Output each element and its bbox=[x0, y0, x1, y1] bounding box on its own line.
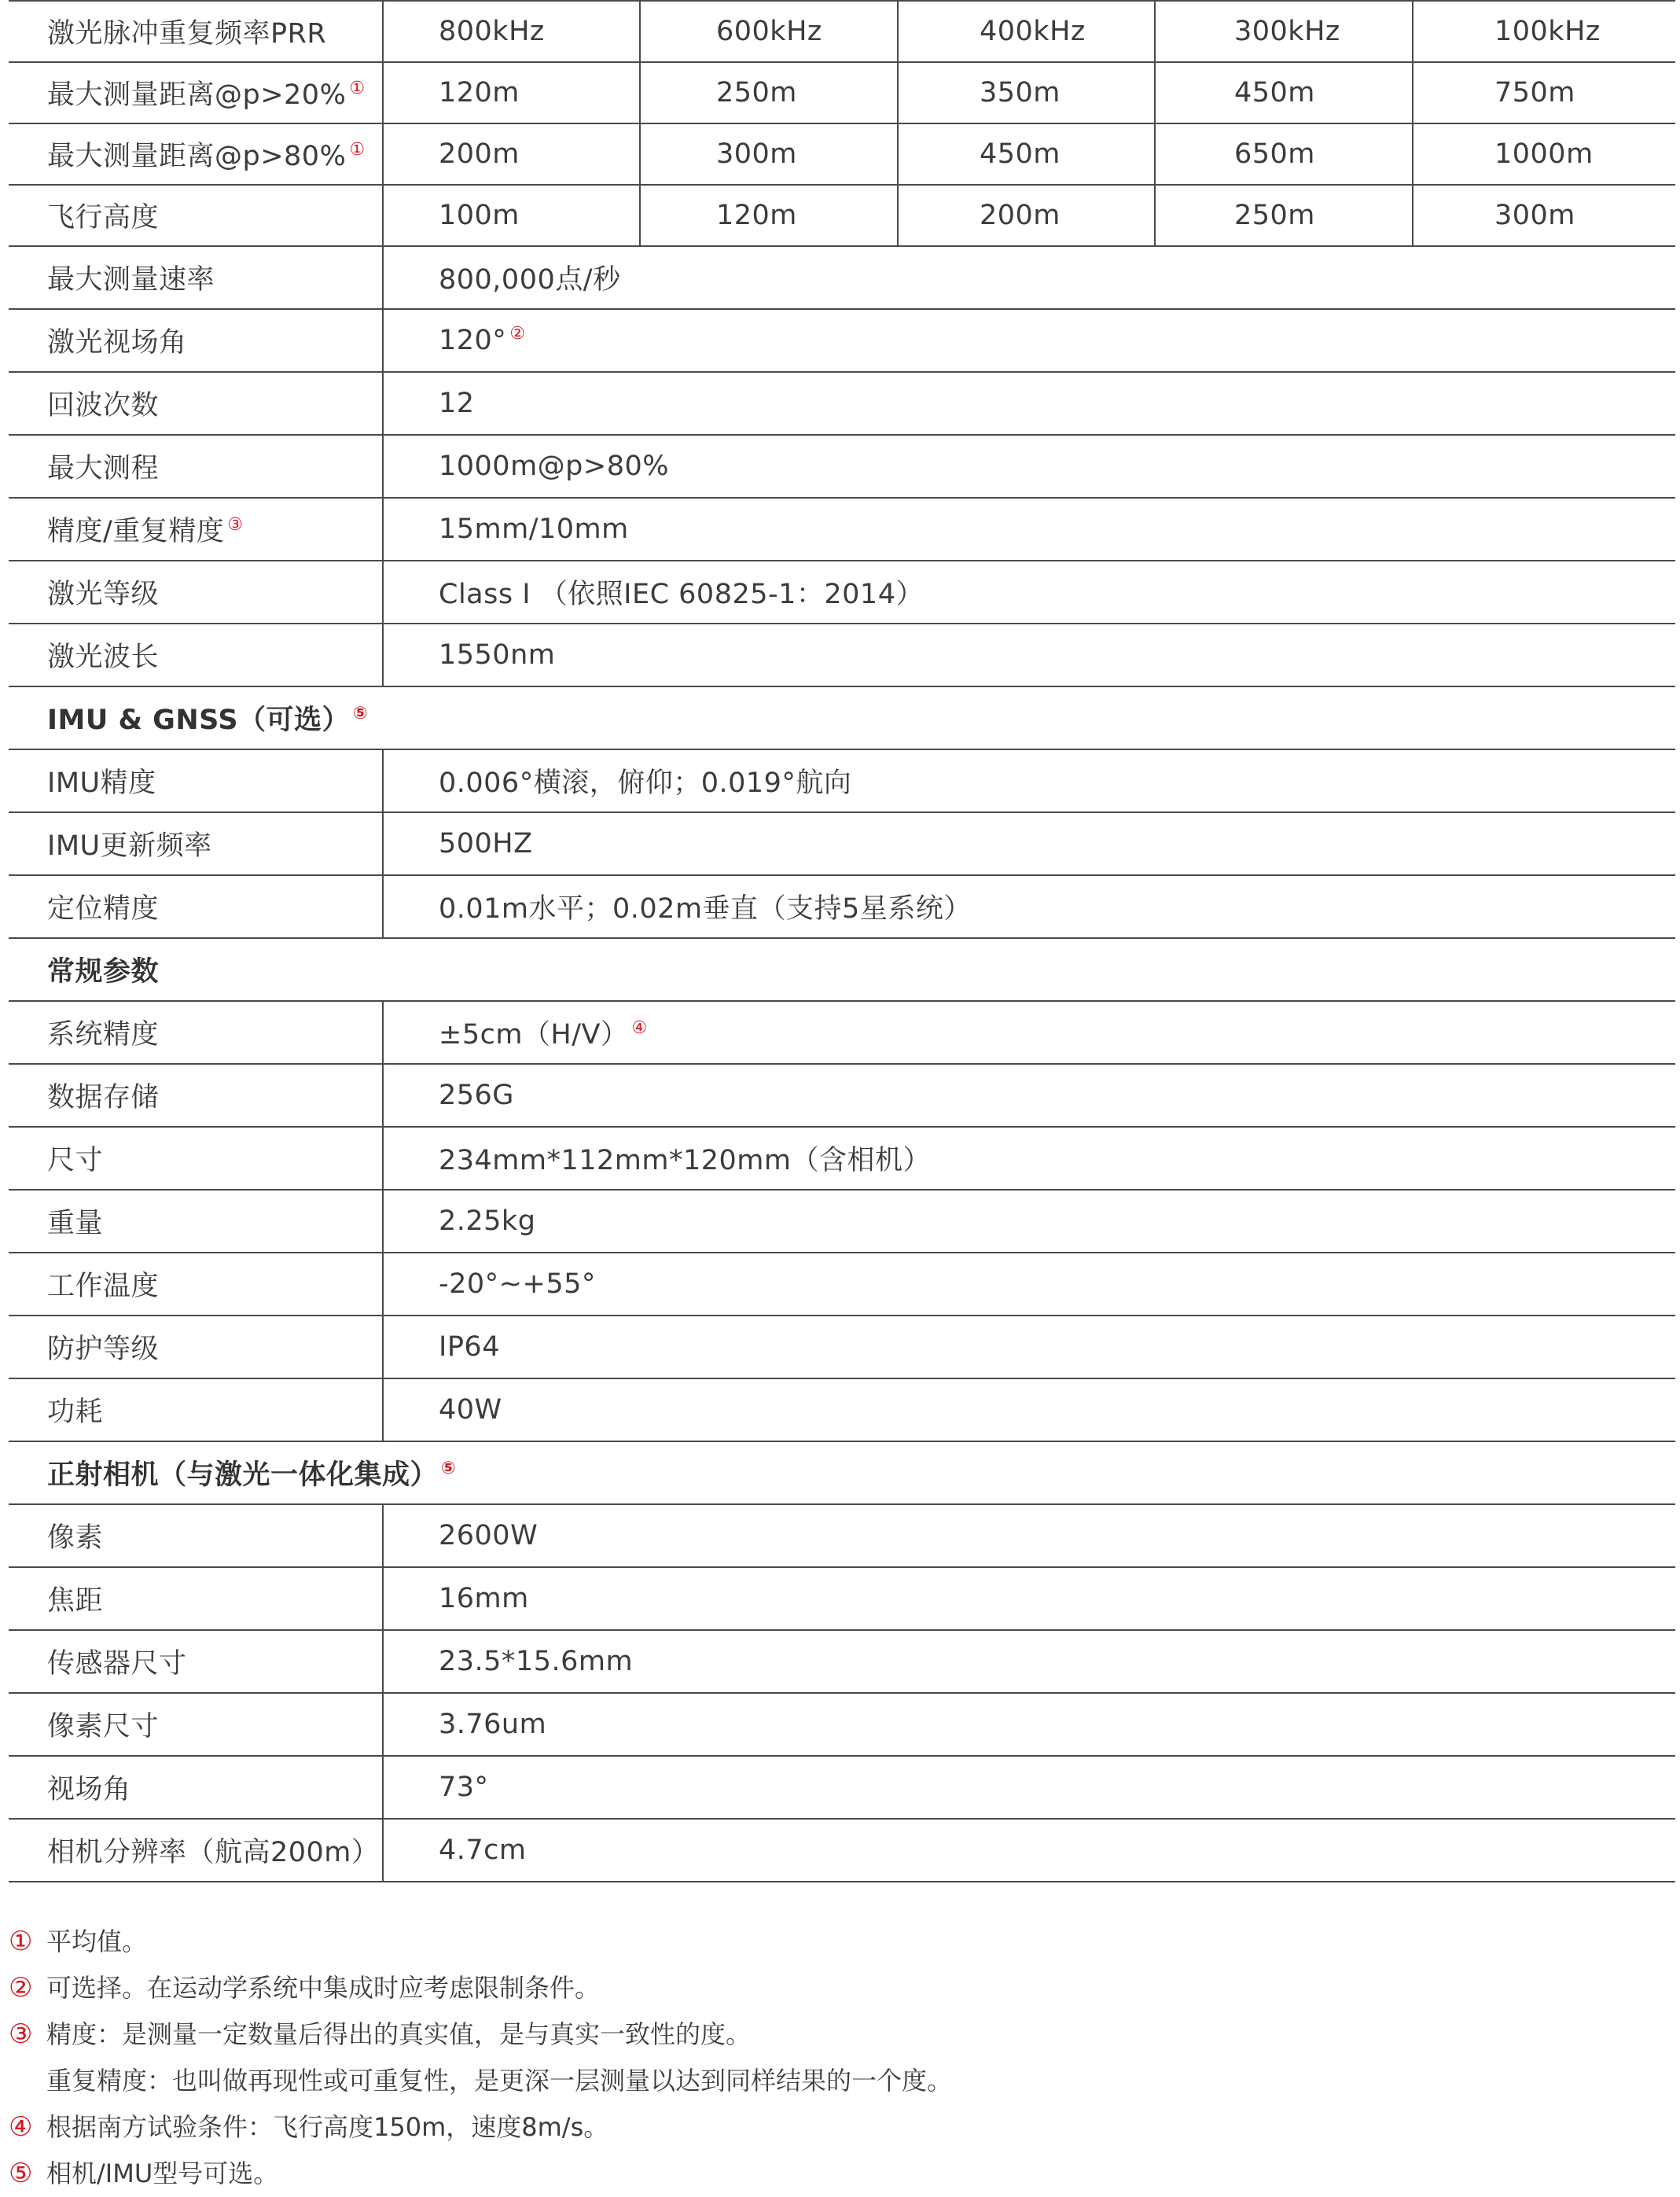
row-label: 最大测量距离@p>20% bbox=[47, 79, 347, 111]
row-value: 73° bbox=[383, 1756, 1675, 1819]
table-row bbox=[9, 1567, 1675, 1630]
cell-value: 100m bbox=[383, 185, 640, 246]
footnote-marker: ③ bbox=[227, 515, 244, 535]
cell-value: 300m bbox=[1413, 185, 1675, 246]
row-value-cell bbox=[383, 309, 1675, 372]
row-label: 工作温度 bbox=[47, 1271, 160, 1302]
cell-value: 650m bbox=[1155, 123, 1413, 185]
footnotes bbox=[9, 1919, 1660, 2197]
table-row bbox=[9, 372, 1675, 435]
row-label: 最大测量距离@p>80% bbox=[47, 141, 347, 172]
footnote-text: 平均值。 bbox=[46, 1927, 148, 1956]
row-label: 定位精度 bbox=[47, 893, 160, 925]
table-row bbox=[9, 309, 1675, 372]
row-value: 800,000点/秒 bbox=[383, 246, 1675, 309]
section-header-row bbox=[9, 686, 1675, 749]
cell-value: 300kHz bbox=[1155, 1, 1413, 62]
cell-value: 250m bbox=[640, 62, 898, 123]
cell-value: 600kHz bbox=[640, 1, 898, 62]
row-label: 激光视场角 bbox=[47, 327, 187, 359]
cell-value: 450m bbox=[898, 123, 1155, 185]
footnote-marker: ⑤ bbox=[353, 704, 369, 724]
cell-value: 450m bbox=[1155, 62, 1413, 123]
table-row bbox=[9, 749, 1675, 812]
row-label: 尺寸 bbox=[47, 1145, 104, 1176]
row-value: 1000m@p>80% bbox=[383, 435, 1675, 498]
footnote-marker: ① bbox=[349, 79, 366, 99]
row-value: 2600W bbox=[383, 1504, 1675, 1567]
row-value: 1550nm bbox=[383, 624, 1675, 686]
row-label: 视场角 bbox=[47, 1774, 131, 1805]
row-label-cell bbox=[9, 62, 383, 123]
table-row bbox=[9, 1127, 1675, 1190]
footnote-item bbox=[9, 2104, 1660, 2151]
section-title: 正射相机（与激光一体化集成） bbox=[47, 1459, 439, 1491]
table-row bbox=[9, 624, 1675, 686]
table-row bbox=[9, 62, 1675, 123]
row-label: 激光波长 bbox=[47, 642, 160, 673]
section-header-row bbox=[9, 1441, 1675, 1504]
row-value: 23.5*15.6mm bbox=[383, 1630, 1675, 1693]
row-value: 0.01m水平；0.02m垂直（支持5星系统） bbox=[383, 875, 1675, 938]
footnote-text: 根据南方试验条件：飞行高度150m，速度8m/s。 bbox=[46, 2112, 609, 2142]
table-row bbox=[9, 812, 1675, 875]
table-row bbox=[9, 498, 1675, 561]
cell-value: 250m bbox=[1155, 185, 1413, 246]
row-value: Class I （依照IEC 60825-1：2014） bbox=[383, 561, 1675, 624]
footnote-item bbox=[9, 1919, 1660, 1965]
row-value: ±5cm（H/V） bbox=[439, 1019, 629, 1051]
footnote-text: 精度：是测量一定数量后得出的真实值，是与真实一致性的度。 bbox=[46, 2019, 752, 2049]
row-label: 相机分辨率（航高200m） bbox=[47, 1837, 380, 1868]
table-row bbox=[9, 1001, 1675, 1064]
footnote-text: 重复精度：也叫做再现性或可重复性，是更深一层测量以达到同样结果的一个度。 bbox=[46, 2066, 953, 2096]
row-label-cell bbox=[9, 123, 383, 185]
table-row bbox=[9, 875, 1675, 938]
table-row bbox=[9, 1504, 1675, 1567]
cell-value: 200m bbox=[383, 123, 640, 185]
table-row bbox=[9, 1819, 1675, 1882]
footnote-marker: ② bbox=[9, 1972, 33, 2004]
row-label: 激光脉冲重复频率PRR bbox=[47, 18, 327, 50]
table-row bbox=[9, 185, 1675, 246]
row-value: 4.7cm bbox=[383, 1819, 1675, 1882]
cell-value: 120m bbox=[640, 185, 898, 246]
footnote-item bbox=[9, 2058, 1660, 2104]
row-value: 256G bbox=[383, 1064, 1675, 1127]
cell-value: 750m bbox=[1413, 62, 1675, 123]
table-row bbox=[9, 1756, 1675, 1819]
footnote-marker: ④ bbox=[9, 2111, 33, 2143]
table-row bbox=[9, 1064, 1675, 1127]
cell-value: 120m bbox=[383, 62, 640, 123]
table-row bbox=[9, 1630, 1675, 1693]
table-row bbox=[9, 1190, 1675, 1253]
cell-value: 100kHz bbox=[1413, 1, 1675, 62]
row-value: 40W bbox=[383, 1378, 1675, 1441]
row-label: 最大测程 bbox=[47, 453, 160, 484]
row-value: 120° bbox=[439, 325, 507, 356]
section-title: IMU & GNSS（可选） bbox=[47, 705, 351, 736]
row-label: 重量 bbox=[47, 1208, 104, 1239]
row-label: 精度/重复精度 bbox=[47, 516, 225, 547]
row-label: 数据存储 bbox=[47, 1082, 160, 1113]
table-row bbox=[9, 123, 1675, 185]
table-row bbox=[9, 561, 1675, 624]
row-label: 飞行高度 bbox=[47, 202, 160, 234]
footnote-marker: ① bbox=[349, 140, 366, 160]
row-value: 234mm*112mm*120mm（含相机） bbox=[383, 1127, 1675, 1190]
row-value-cell bbox=[383, 1001, 1675, 1064]
footnote-text: 可选择。在运动学系统中集成时应考虑限制条件。 bbox=[46, 1973, 601, 2003]
table-row bbox=[9, 435, 1675, 498]
section-title-cell bbox=[9, 1441, 1675, 1504]
table-row bbox=[9, 1253, 1675, 1316]
row-value: 500HZ bbox=[383, 812, 1675, 875]
row-value: 12 bbox=[383, 372, 1675, 435]
footnote-item bbox=[9, 2011, 1660, 2058]
section-title-cell bbox=[9, 686, 1675, 749]
row-value: IP64 bbox=[383, 1316, 1675, 1378]
row-value: 0.006°横滚，俯仰；0.019°航向 bbox=[383, 749, 1675, 812]
row-label: 焦距 bbox=[47, 1585, 104, 1617]
cell-value: 200m bbox=[898, 185, 1155, 246]
row-value: -20°~+55° bbox=[383, 1253, 1675, 1316]
table-row bbox=[9, 1378, 1675, 1441]
row-label: 像素尺寸 bbox=[47, 1711, 160, 1743]
footnote-item bbox=[9, 2151, 1660, 2197]
table-row bbox=[9, 1693, 1675, 1756]
row-label: IMU更新频率 bbox=[47, 830, 212, 862]
table-row bbox=[9, 1316, 1675, 1378]
footnote-marker: ② bbox=[509, 324, 526, 344]
row-label: 功耗 bbox=[47, 1397, 104, 1428]
cell-value: 800kHz bbox=[383, 1, 640, 62]
cell-value: 300m bbox=[640, 123, 898, 185]
footnote-marker: ① bbox=[9, 1926, 33, 1957]
footnote-marker: ⑤ bbox=[9, 2158, 33, 2189]
footnote-item bbox=[9, 1965, 1660, 2011]
cell-value: 350m bbox=[898, 62, 1155, 123]
footnote-marker: ⑤ bbox=[441, 1459, 457, 1479]
cell-value: 400kHz bbox=[898, 1, 1155, 62]
row-label: 防护等级 bbox=[47, 1334, 160, 1365]
cell-value: 1000m bbox=[1413, 123, 1675, 185]
row-label: IMU精度 bbox=[47, 767, 156, 799]
row-value: 3.76um bbox=[383, 1693, 1675, 1756]
footnote-marker: ④ bbox=[631, 1018, 648, 1039]
footnote-marker: ③ bbox=[9, 2019, 33, 2050]
row-value: 2.25kg bbox=[383, 1190, 1675, 1253]
row-label: 像素 bbox=[47, 1522, 104, 1554]
table-row bbox=[9, 1, 1675, 62]
row-label: 激光等级 bbox=[47, 579, 160, 610]
row-value: 16mm bbox=[383, 1567, 1675, 1630]
row-value: 15mm/10mm bbox=[383, 498, 1675, 561]
table-row bbox=[9, 246, 1675, 309]
row-label: 回波次数 bbox=[47, 390, 160, 421]
row-label: 系统精度 bbox=[47, 1019, 160, 1051]
spec-table bbox=[9, 0, 1675, 1882]
row-label-cell bbox=[9, 498, 383, 561]
row-label: 传感器尺寸 bbox=[47, 1648, 187, 1680]
row-label: 最大测量速率 bbox=[47, 264, 215, 296]
section-title: 常规参数 bbox=[47, 956, 160, 988]
section-header-row bbox=[9, 938, 1675, 1001]
footnote-text: 相机/IMU型号可选。 bbox=[46, 2158, 279, 2188]
